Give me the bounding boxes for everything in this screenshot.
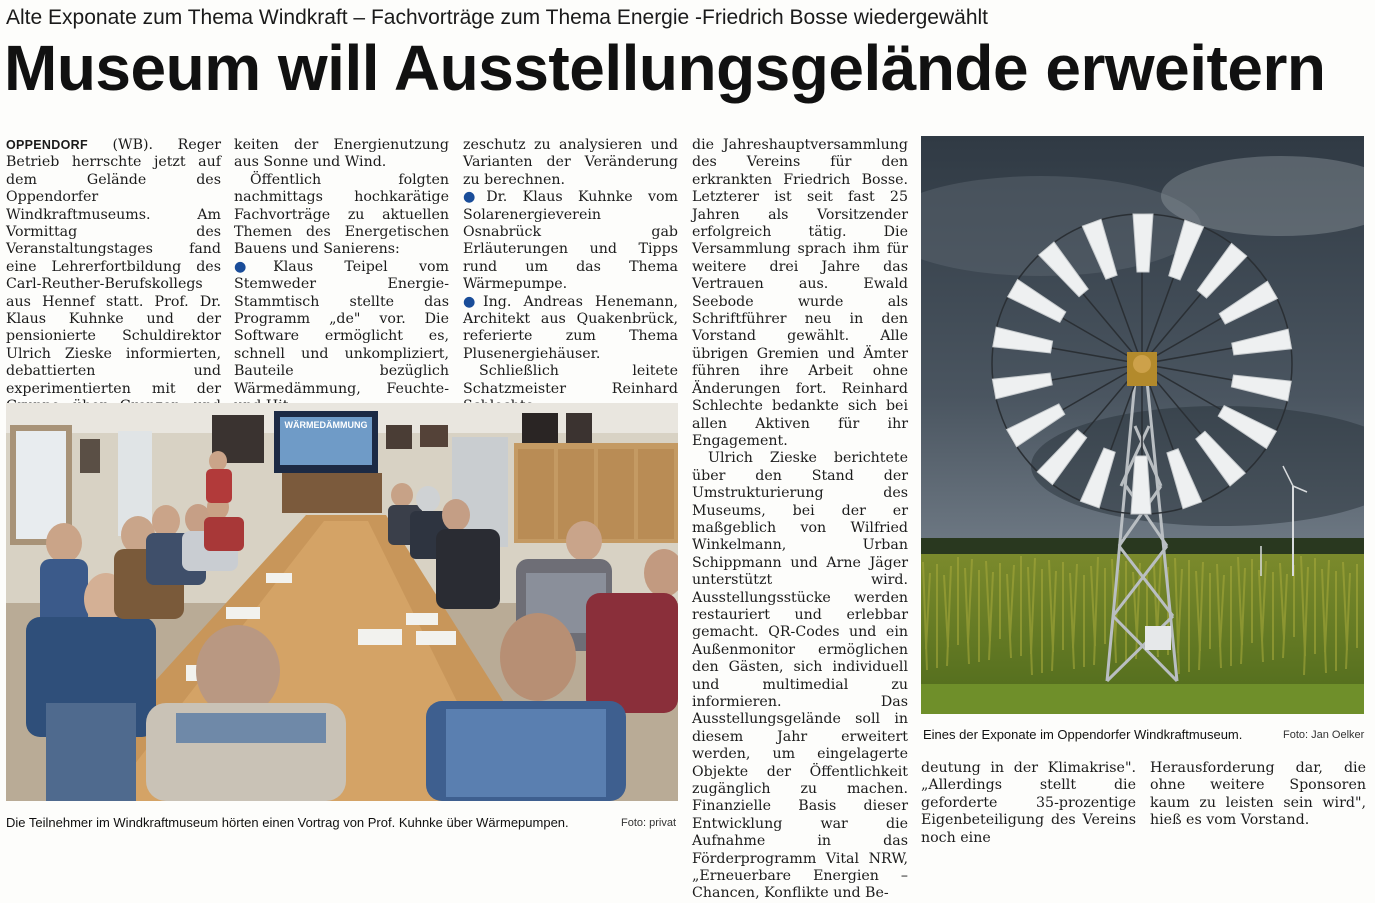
article-kicker: Alte Exponate zum Thema Windkraft – Fachvorträge zum Thema Energie -Friedrich Bosse wiedergewählt	[6, 6, 988, 29]
paragraph: Schließlich leitete Schatzmeister Reinhard	[463, 363, 678, 397]
paragraph: Öffentlich folgten nachmittags hochkarätige Fachvorträge zu aktuellen Themen des Energetischen Bauens und Sanierens:	[234, 171, 449, 258]
bullet-icon: ●	[234, 258, 274, 275]
screen-text: WÄRMEDÄMMUNG	[284, 420, 368, 430]
paragraph: Klaus Teipel vom Stemweder Energie-Stammtisch stellte das Programm „de" vor. Die Software ermöglicht es, schnell und unkompliziert, Bauteile bezüglich Wärmedämmung, Feuchte-	[234, 258, 449, 397]
article-headline: Museum will Ausstellungsgelände erweitern	[4, 32, 1326, 104]
article-column-2	[234, 137, 449, 416]
bullet-icon: ●	[463, 189, 487, 206]
meeting-photo-caption: Die Teilnehmer im Windkraftmuseum hörten einen Vortrag von Prof. Kuhnke über Wärmepumpen.	[6, 815, 569, 830]
paragraph: zeschutz zu analysieren und Varianten der Veränderung zu berechnen.	[463, 137, 678, 188]
dateline: OPPENDORF	[6, 138, 88, 152]
article-column-3	[463, 137, 678, 416]
lead-paragraph: (WB). Reger Betrieb herrschte jetzt auf dem Gelände des Oppendorfer Windkraftmuseums. Am Vormittag des Veranstaltungstages fand eine Lehrerfortbildung des Carl-Reuther-Berufskollegs aus Hennef statt. Prof. Dr. Klaus Kuhnke und der pensionierte Schuldirektor Ulrich Zieske informierten, debattierten und experimentierten mit der	[6, 137, 221, 397]
meeting-photo-credit: Foto: privat	[621, 817, 677, 829]
article-column-6: Herausforderung dar, die ohne weitere Sponsoren kaum zu leisten sein wird", hieß es vom Vorstand.	[1150, 760, 1366, 829]
article-column-5: deutung in der Klimakrise". „Allerdings stellt die geforderte 35-prozentige Eigenbeteiligung des Vereins noch eine	[921, 760, 1136, 846]
paragraph: Ulrich Zieske berichtete über den Stand der Umstrukturierung des Museums, bei der er maßgeblich von Wilfried Winkelmann, Urban Schippmann und Arne Jäger unterstützt wird. Ausstellungsstücke werden restauriert und erlebbar gemacht. QR-Codes und ein Außenmonitor ermöglichen den Gästen, sich individuell und multimedial zu informieren. Das Ausstellungsgelände soll in diesem Jahr erweitert werden, um eingelagerte Objekte der Öffentlichkeit zugänglich zu machen. Finanzielle Basis dieser Entwicklung war die Aufnahme in das Förderprogramm Vital NRW, „Erneuerbare Energien – Chancen, Konflikte und Be-	[692, 450, 908, 902]
meeting-photo	[6, 403, 678, 801]
windmill-photo-credit: Foto: Jan Oelker	[1283, 729, 1365, 741]
paragraph: Dr. Klaus Kuhnke vom Solarenergieverein Osnabrück gab Erläuterungen und Tipps rund um das Thema Wärmepumpe.	[463, 189, 678, 293]
paragraph: Ing. Andreas Henemann, Architekt aus Quakenbrück, referierte zum Thema Plusenergiehäuser.	[463, 293, 678, 362]
windmill-photo	[921, 136, 1364, 714]
bullet-icon: ●	[463, 293, 484, 310]
article-column-1	[6, 137, 221, 433]
paragraph: die Jahreshauptversammlung des Vereins für den erkrankten Friedrich Bosse. Letzterer ist seit fast 25 Jahren als Vorsitzender erfolgreich tätig. Die Versammlung sprach ihm für weitere drei Jahre das Vertrauen aus. Ewald Seebode wurde als Schriftführer neu in den Vorstand gewählt. Alle übrigen Gremien und Ämter führen ihre Arbeit ohne Änderungen fort. Reinhard Schlechte bedankte sich bei allen Aktiven für ihr Engagement.	[692, 137, 908, 449]
paragraph: keiten der Energienutzung aus Sonne und Wind.	[234, 137, 449, 171]
article-column-4	[692, 137, 908, 903]
windmill-photo-caption: Eines der Exponate im Oppendorfer Windkraftmuseum.	[923, 727, 1243, 742]
